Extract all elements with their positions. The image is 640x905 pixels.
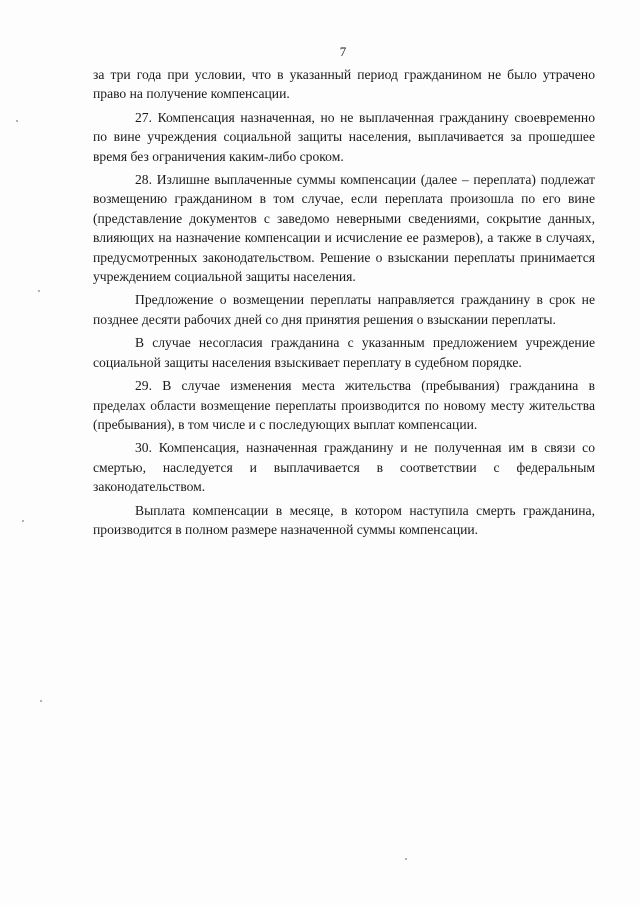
scan-speck [405, 858, 407, 860]
paragraph-item-28: 28. Излишне выплаченные суммы компенсации (далее – переплата) подлежат возмещению гражданином в том случае, если переплата произошла по его вине (представление документов с заведомо неверными сведениями, сокрытие данных, влияющих на назначение компенсации и исчисление ее размеров), а также в случаях, предусмотренных законодательством. Решение о взыскании переплаты принимается учреждением социальной защиты населения. [93, 172, 595, 285]
paragraph-overpayment-notice: Предложение о возмещении переплаты направляется гражданину в срок не позднее десяти рабочих дней со дня принятия решения о взыскании переплаты. [93, 292, 595, 327]
page-number: 7 [339, 44, 347, 59]
paragraph-item-29: 29. В случае изменения места жительства (пребывания) гражданина в пределах области возмещение переплаты производится по новому месту жительства (пребывания), в том числе и с последующих выплат компенсации. [93, 378, 595, 432]
paragraph-continuation: за три года при условии, что в указанный период гражданином не было утрачено право на получение компенсации. [93, 67, 595, 102]
paragraph-death-month-payment: Выплата компенсации в месяце, в котором наступила смерть гражданина, производится в полном размере назначенной суммы компенсации. [93, 502, 595, 537]
paragraph-item-30: 30. Компенсация, назначенная гражданину и не полученная им в связи со смертью, наследуется и выплачивается в соответствии с федеральным законодательством. [93, 440, 595, 495]
scan-speck [40, 700, 42, 702]
paragraph-court-recovery: В случае несогласия гражданина с указанным предложением учреждение социальной защиты населения взыскивает переплату в судебном порядке. [93, 335, 595, 370]
scan-speck [16, 120, 18, 122]
document-body [93, 65, 595, 539]
paragraph-item-27: 27. Компенсация назначенная, но не выплаченная гражданину своевременно по вине учреждения социальной защиты населения, выплачивается за прошедшее время без ограничения каким-либо сроком. [93, 109, 595, 164]
scan-speck [22, 520, 24, 522]
scan-speck [38, 290, 40, 292]
